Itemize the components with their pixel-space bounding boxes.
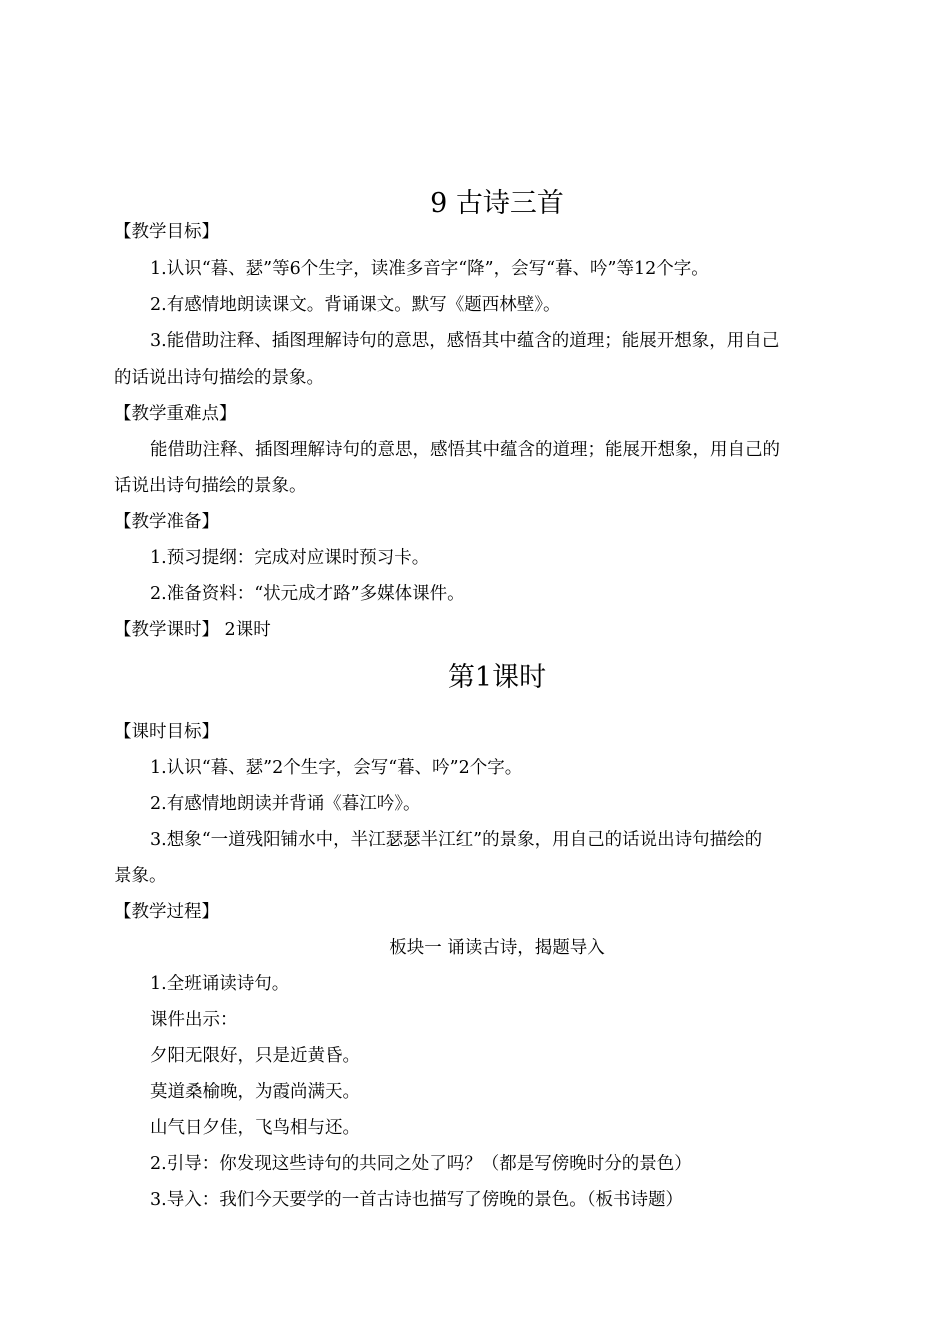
process-heading: 【教学过程】	[114, 902, 219, 922]
lesson-goal-item-continuation: 景象。	[114, 866, 167, 886]
prep-heading: 【教学准备】	[114, 512, 219, 532]
page-title: 9 古诗三首	[430, 188, 564, 219]
goal-item: 1.认识“暮、瑟”等6个生字，读准多音字“降”，会写“暮、吟”等12个字。	[150, 259, 709, 279]
goal-item-continuation: 的话说出诗句描绘的景象。	[114, 368, 324, 388]
prep-item: 1.预习提纲：完成对应课时预习卡。	[150, 548, 430, 568]
keypoints-heading: 【教学重难点】	[114, 404, 237, 424]
poem-line: 山气日夕佳，飞鸟相与还。	[150, 1118, 360, 1138]
goal-item: 2.有感情地朗读课文。背诵课文。默写《题西林壁》。	[150, 295, 561, 315]
process-line: 3.导入：我们今天要学的一首古诗也描写了傍晚的景色。（板书诗题）	[150, 1190, 683, 1210]
goals-heading: 【教学目标】	[114, 222, 219, 242]
block-title: 板块一 诵读古诗，揭题导入	[389, 938, 605, 958]
keypoints-text-continuation: 话说出诗句描绘的景象。	[114, 476, 307, 496]
lesson-goal-item: 3.想象“一道残阳铺水中，半江瑟瑟半江红”的景象，用自己的话说出诗句描绘的	[150, 830, 763, 850]
lesson-goals-heading: 【课时目标】	[114, 722, 219, 742]
lesson-goal-item: 1.认识“暮、瑟”2个生字，会写“暮、吟”2个字。	[150, 758, 523, 778]
hours-line: 【教学课时】 2课时	[114, 620, 271, 640]
lesson-title: 第1课时	[447, 662, 547, 693]
poem-line: 莫道桑榆晚，为霞尚满天。	[150, 1082, 360, 1102]
process-line: 1.全班诵读诗句。	[150, 974, 290, 994]
lesson-goal-item: 2.有感情地朗读并背诵《暮江吟》。	[150, 794, 421, 814]
keypoints-text: 能借助注释、插图理解诗句的意思，感悟其中蕴含的道理；能展开想象，用自己的	[150, 440, 780, 460]
goal-item: 3.能借助注释、插图理解诗句的意思，感悟其中蕴含的道理；能展开想象，用自己	[150, 331, 780, 351]
poem-line: 夕阳无限好，只是近黄昏。	[150, 1046, 360, 1066]
process-line: 课件出示：	[150, 1010, 238, 1030]
prep-item: 2.准备资料：“状元成才路”多媒体课件。	[150, 584, 465, 604]
process-line: 2.引导：你发现这些诗句的共同之处了吗？（都是写傍晚时分的景色）	[150, 1154, 692, 1174]
